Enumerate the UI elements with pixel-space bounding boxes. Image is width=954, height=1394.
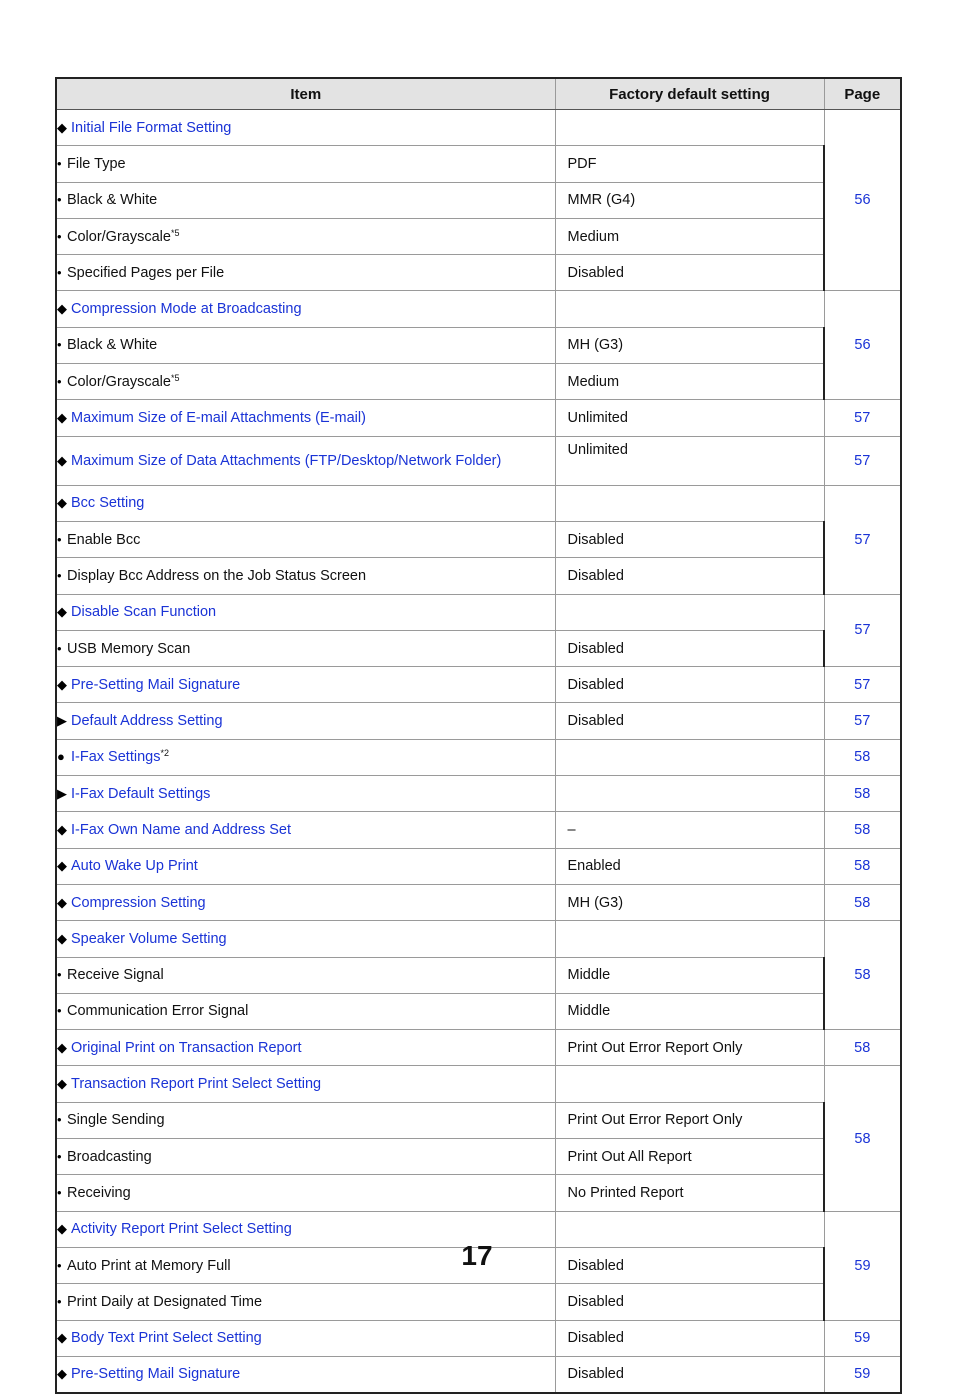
label-text[interactable]: I-Fax Own Name and Address Set <box>71 821 292 838</box>
table-row <box>56 1356 901 1393</box>
setting-label <box>67 965 164 985</box>
table-row <box>56 400 901 436</box>
diamond-icon: ◆ <box>57 1076 67 1092</box>
setting-label <box>67 372 179 392</box>
bullet-icon: • <box>57 531 62 547</box>
label-text[interactable]: Initial File Format Setting <box>71 119 232 136</box>
label-text[interactable]: Auto Wake Up Print <box>71 858 198 875</box>
label-text: Black & White <box>67 337 158 354</box>
setting-link[interactable] <box>71 675 240 695</box>
item-cell <box>56 812 555 848</box>
item-cell <box>56 291 555 327</box>
item-cell <box>56 921 555 957</box>
setting-label <box>67 1110 165 1130</box>
item-cell <box>56 739 555 775</box>
bullet-icon: • <box>57 373 62 389</box>
default-value-cell: Disabled <box>555 1356 824 1393</box>
diamond-icon: ◆ <box>57 676 67 692</box>
default-value-cell: Disabled <box>555 667 824 703</box>
label-text[interactable]: Compression Mode at Broadcasting <box>71 301 302 318</box>
default-value-cell: – <box>555 812 824 848</box>
table-row <box>56 848 901 884</box>
page-link[interactable]: 59 <box>824 1320 901 1356</box>
page-link[interactable]: 57 <box>824 594 901 667</box>
item-cell <box>56 957 555 993</box>
table-row <box>56 255 901 291</box>
bullet-icon: • <box>57 1148 62 1164</box>
default-value-cell: Disabled <box>555 521 824 557</box>
table-row <box>56 521 901 557</box>
item-cell <box>56 630 555 666</box>
default-value-cell: MH (G3) <box>555 884 824 920</box>
table-row <box>56 485 901 521</box>
table-row <box>56 146 901 182</box>
table-row <box>56 182 901 218</box>
label-text[interactable]: I-Fax Settings <box>71 749 161 766</box>
label-text[interactable]: Maximum Size of E-mail Attachments (E-mail) <box>71 410 366 427</box>
table-row <box>56 1139 901 1175</box>
item-cell <box>56 1066 555 1102</box>
item-cell <box>56 255 555 291</box>
settings-table <box>55 77 902 1394</box>
label-text: Auto Print at Memory Full <box>67 1257 231 1274</box>
label-text: Specified Pages per File <box>67 264 225 281</box>
diamond-icon: ◆ <box>57 495 67 511</box>
label-text[interactable]: Activity Report Print Select Setting <box>71 1221 292 1238</box>
diamond-icon: ◆ <box>57 119 67 135</box>
table-row <box>56 327 901 363</box>
bullet-icon: • <box>57 1293 62 1309</box>
bullet-icon: • <box>57 567 62 583</box>
diamond-icon: ◆ <box>57 604 67 620</box>
table-row <box>56 1175 901 1211</box>
table-row <box>56 436 901 485</box>
table-row <box>56 921 901 957</box>
page-link[interactable]: 57 <box>824 667 901 703</box>
default-value-cell <box>555 776 824 812</box>
bullet-icon: • <box>57 640 62 656</box>
label-text[interactable]: Compression Setting <box>71 894 206 911</box>
diamond-icon: ◆ <box>57 1366 67 1382</box>
label-text[interactable]: Maximum Size of Data Attachments (FTP/Desktop/Network Folder) <box>71 452 502 469</box>
table-row <box>56 218 901 254</box>
label-text[interactable]: I-Fax Default Settings <box>71 785 211 802</box>
label-text: Receive Signal <box>67 967 164 984</box>
default-value-cell <box>555 739 824 775</box>
item-cell <box>56 1030 555 1066</box>
bullet-icon: • <box>57 264 62 280</box>
circle-bullet-icon: ● <box>57 749 65 765</box>
item-cell <box>56 110 555 146</box>
item-cell <box>56 218 555 254</box>
item-cell <box>56 1356 555 1393</box>
page-link[interactable]: 59 <box>824 1356 901 1393</box>
setting-link[interactable] <box>71 451 501 471</box>
default-value-cell: Disabled <box>555 255 824 291</box>
table-row <box>56 993 901 1029</box>
page-link[interactable]: 57 <box>824 436 901 485</box>
default-value-cell: PDF <box>555 146 824 182</box>
page-link[interactable]: 57 <box>824 400 901 436</box>
label-text: Receiving <box>67 1184 131 1201</box>
setting-label <box>67 530 140 550</box>
table-row <box>56 1102 901 1138</box>
setting-link[interactable] <box>71 408 366 428</box>
setting-link[interactable] <box>71 893 206 913</box>
item-cell <box>56 327 555 363</box>
bullet-icon: • <box>57 1257 62 1273</box>
setting-link[interactable] <box>71 118 231 138</box>
label-text: Print Daily at Designated Time <box>67 1293 263 1310</box>
bullet-icon: • <box>57 1112 62 1128</box>
setting-link[interactable] <box>71 1364 240 1384</box>
setting-link[interactable] <box>71 299 302 319</box>
label-text[interactable]: Body Text Print Select Setting <box>71 1330 262 1347</box>
table-row <box>56 110 901 146</box>
table-row <box>56 558 901 594</box>
item-cell <box>56 993 555 1029</box>
table-row <box>56 630 901 666</box>
diamond-icon: ◆ <box>57 858 67 874</box>
label-text: Black & White <box>67 192 158 209</box>
default-value-cell: No Printed Report <box>555 1175 824 1211</box>
default-value-cell: Medium <box>555 364 824 400</box>
default-value-cell <box>555 291 824 327</box>
bullet-icon: • <box>57 967 62 983</box>
default-value-cell <box>555 1066 824 1102</box>
item-cell <box>56 848 555 884</box>
item-cell <box>56 182 555 218</box>
item-cell <box>56 436 555 485</box>
label-text: File Type <box>67 155 126 172</box>
setting-label <box>67 566 366 586</box>
bullet-icon: • <box>57 1003 62 1019</box>
default-value-cell: Disabled <box>555 1284 824 1320</box>
label-text[interactable]: Pre-Setting Mail Signature <box>71 1366 241 1383</box>
setting-label <box>67 154 126 174</box>
item-cell <box>56 776 555 812</box>
page-link[interactable]: 56 <box>824 291 901 400</box>
bullet-icon: • <box>57 1184 62 1200</box>
table-row <box>56 1284 901 1320</box>
item-cell <box>56 146 555 182</box>
table-body <box>56 110 901 1394</box>
default-value-cell <box>555 594 824 630</box>
table-row <box>56 364 901 400</box>
default-value-cell: Unlimited <box>555 400 824 436</box>
label-text: Broadcasting <box>67 1148 152 1165</box>
item-cell <box>56 1175 555 1211</box>
setting-link[interactable] <box>71 1219 292 1239</box>
label-text[interactable]: Original Print on Transaction Report <box>71 1039 302 1056</box>
page-link[interactable]: 58 <box>824 1030 901 1066</box>
header-page: Page <box>824 78 901 110</box>
diamond-icon: ◆ <box>57 1221 67 1237</box>
page-link[interactable]: 58 <box>824 812 901 848</box>
label-text[interactable]: Bcc Setting <box>71 495 145 512</box>
footnote-marker: *5 <box>170 227 180 238</box>
label-text: Color/Grayscale <box>67 373 171 390</box>
default-value-cell: Medium <box>555 218 824 254</box>
diamond-icon: ◆ <box>57 1039 67 1055</box>
table-row <box>56 1030 901 1066</box>
default-value-cell: MMR (G4) <box>555 182 824 218</box>
table-row <box>56 884 901 920</box>
page-link[interactable]: 58 <box>824 848 901 884</box>
setting-label <box>67 263 224 283</box>
default-value-cell: Middle <box>555 993 824 1029</box>
setting-label <box>67 190 157 210</box>
setting-link[interactable] <box>71 602 216 622</box>
footnote-marker: *5 <box>170 372 180 383</box>
page-link[interactable]: 58 <box>824 776 901 812</box>
item-cell <box>56 1102 555 1138</box>
item-cell <box>56 521 555 557</box>
diamond-icon: ◆ <box>57 930 67 946</box>
setting-label <box>67 227 179 247</box>
setting-link[interactable] <box>71 493 144 513</box>
label-text: Display Bcc Address on the Job Status Screen <box>67 567 367 584</box>
label-text[interactable]: Pre-Setting Mail Signature <box>71 676 241 693</box>
label-text[interactable]: Default Address Setting <box>71 713 223 730</box>
default-value-cell: Enabled <box>555 848 824 884</box>
item-cell <box>56 364 555 400</box>
label-text: Color/Grayscale <box>67 228 171 245</box>
label-text[interactable]: Transaction Report Print Select Setting <box>71 1076 322 1093</box>
default-value-cell <box>555 921 824 957</box>
triangle-right-icon: ▶ <box>57 785 67 801</box>
setting-label <box>67 639 190 659</box>
default-value-cell: Disabled <box>555 630 824 666</box>
setting-label <box>67 1183 131 1203</box>
setting-label <box>67 1292 262 1312</box>
item-cell <box>56 1139 555 1175</box>
item-cell <box>56 703 555 739</box>
default-value-cell: Unlimited <box>555 436 824 485</box>
table-row <box>56 776 901 812</box>
label-text[interactable]: Speaker Volume Setting <box>71 930 227 947</box>
label-text: Single Sending <box>67 1112 165 1129</box>
setting-link[interactable] <box>71 856 198 876</box>
diamond-icon: ◆ <box>57 1330 67 1346</box>
table-row <box>56 1066 901 1102</box>
diamond-icon: ◆ <box>57 452 67 468</box>
page-link[interactable]: 57 <box>824 703 901 739</box>
page-link[interactable]: 59 <box>824 1211 901 1320</box>
setting-label <box>67 1147 152 1167</box>
setting-link[interactable] <box>71 1328 262 1348</box>
default-value-cell <box>555 110 824 146</box>
label-text: Communication Error Signal <box>67 1003 249 1020</box>
item-cell <box>56 1284 555 1320</box>
header-factory-default: Factory default setting <box>555 78 824 110</box>
page-link[interactable]: 58 <box>824 884 901 920</box>
default-value-cell: Print Out All Report <box>555 1139 824 1175</box>
default-value-cell: Middle <box>555 957 824 993</box>
bullet-icon: • <box>57 228 62 244</box>
table-row <box>56 812 901 848</box>
setting-link[interactable] <box>71 711 223 731</box>
diamond-icon: ◆ <box>57 410 67 426</box>
bullet-icon: • <box>57 337 62 353</box>
table-row <box>56 957 901 993</box>
setting-link[interactable] <box>71 784 210 804</box>
table-header-row <box>56 78 901 110</box>
page-link[interactable]: 58 <box>824 1066 901 1211</box>
table-row <box>56 739 901 775</box>
setting-link[interactable] <box>71 929 227 949</box>
diamond-icon: ◆ <box>57 894 67 910</box>
setting-link[interactable] <box>71 820 291 840</box>
table-row <box>56 594 901 630</box>
footnote-marker: *2 <box>160 748 169 759</box>
default-value-cell <box>555 485 824 521</box>
label-text: USB Memory Scan <box>67 640 191 657</box>
default-value-cell: Print Out Error Report Only <box>555 1102 824 1138</box>
table-row <box>56 291 901 327</box>
diamond-icon: ◆ <box>57 821 67 837</box>
setting-label <box>67 1001 248 1021</box>
page-link[interactable]: 57 <box>824 485 901 594</box>
label-text[interactable]: Disable Scan Function <box>71 604 217 621</box>
default-value-cell: Disabled <box>555 1320 824 1356</box>
page-link[interactable]: 58 <box>824 739 901 775</box>
diamond-icon: ◆ <box>57 301 67 317</box>
item-cell <box>56 558 555 594</box>
setting-link[interactable] <box>71 1038 302 1058</box>
item-cell <box>56 594 555 630</box>
setting-label <box>67 335 157 355</box>
default-value-cell: Disabled <box>555 703 824 739</box>
item-cell <box>56 485 555 521</box>
table-row <box>56 703 901 739</box>
page-number: 17 <box>461 1240 493 1271</box>
table-row <box>56 667 901 703</box>
setting-link[interactable] <box>71 1074 321 1094</box>
setting-link[interactable] <box>71 747 169 767</box>
header-item: Item <box>56 78 555 110</box>
bullet-icon: • <box>57 155 62 171</box>
default-value-cell: Print Out Error Report Only <box>555 1030 824 1066</box>
default-value-cell: MH (G3) <box>555 327 824 363</box>
page-link[interactable]: 56 <box>824 110 901 291</box>
item-cell <box>56 400 555 436</box>
default-value-cell: Disabled <box>555 558 824 594</box>
item-cell <box>56 667 555 703</box>
triangle-right-icon: ▶ <box>57 713 67 729</box>
bullet-icon: • <box>57 192 62 208</box>
label-text: Enable Bcc <box>67 531 141 548</box>
item-cell <box>56 884 555 920</box>
default-value-cell: Disabled <box>555 1247 824 1283</box>
page-link[interactable]: 58 <box>824 921 901 1030</box>
